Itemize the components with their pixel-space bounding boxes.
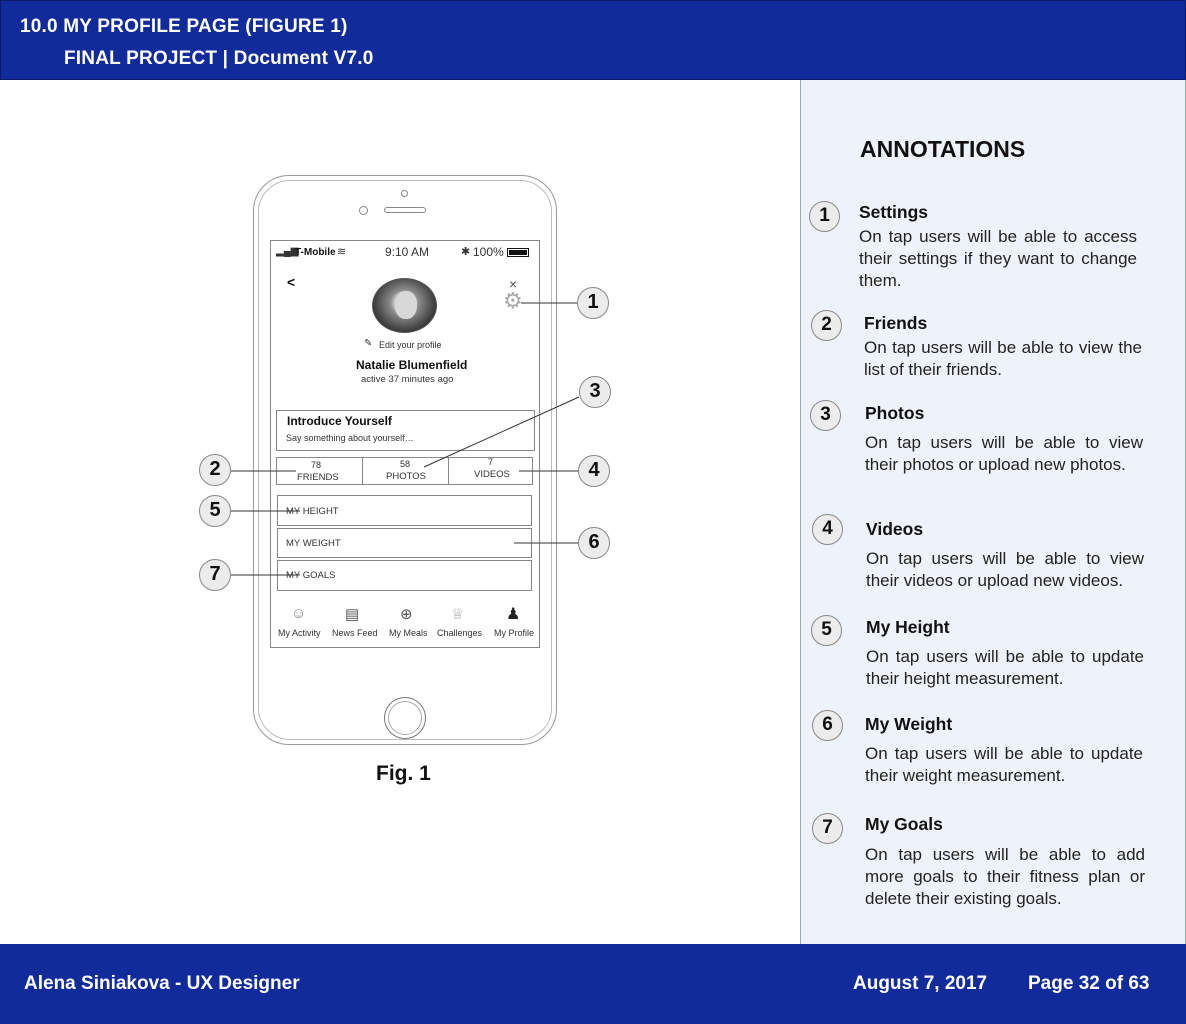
annotation-number-1: 1 xyxy=(809,201,840,232)
annotation-body: On tap users will be able to view their videos or upload new videos. xyxy=(866,549,1144,590)
back-button[interactable]: < xyxy=(287,274,296,290)
annotation-body: On tap users will be able to update their height measurement. xyxy=(866,647,1144,688)
videos-label: VIDEOS xyxy=(474,469,510,480)
callout-5: 5 xyxy=(199,495,231,527)
annotation-body: On tap users will be able to view the list of their friends. xyxy=(864,338,1142,379)
my-weight-label: MY WEIGHT xyxy=(286,538,341,549)
annotation-videos xyxy=(866,519,1144,592)
profile-name: Natalie Blumenfield xyxy=(356,358,468,372)
annotation-number-7: 7 xyxy=(812,813,843,844)
edit-profile-link[interactable]: Edit your profile xyxy=(379,340,442,350)
my-goals-label: MY GOALS xyxy=(286,570,336,581)
annotation-title: Videos xyxy=(866,519,924,539)
annotation-number-2: 2 xyxy=(811,310,842,341)
callout-1: 1 xyxy=(577,287,609,319)
header-title: 10.0 MY PROFILE PAGE (FIGURE 1) xyxy=(20,16,348,37)
callout-7: 7 xyxy=(199,559,231,591)
annotation-body: On tap users will be able to access their settings if they want to change them. xyxy=(859,227,1137,290)
tab-my-meals[interactable]: My Meals xyxy=(389,628,428,638)
gear-icon[interactable]: ⚙ xyxy=(503,288,523,313)
annotation-photos xyxy=(865,403,1143,476)
tab-news-feed[interactable]: News Feed xyxy=(332,628,378,638)
my-height-label: MY HEIGHT xyxy=(286,506,339,517)
active-status: active 37 minutes ago xyxy=(361,374,454,385)
challenges-icon[interactable]: ♕ xyxy=(451,606,465,623)
annotations-title: ANNOTATIONS xyxy=(860,136,1026,162)
annotation-friends xyxy=(864,313,1142,381)
annotation-body: On tap users will be able to add more goals to their fitness plan or delete their existing goals. xyxy=(865,845,1145,908)
annotation-number-6: 6 xyxy=(812,710,843,741)
my-profile-icon[interactable]: ♟ xyxy=(506,606,521,623)
annotation-title: My Weight xyxy=(865,714,953,734)
videos-count: 7 xyxy=(488,457,494,467)
figure-caption: Fig. 1 xyxy=(376,762,431,785)
leader-line-3 xyxy=(424,397,579,467)
tab-challenges[interactable]: Challenges xyxy=(437,628,483,638)
annotation-my-weight xyxy=(865,714,1143,787)
annotation-title: My Goals xyxy=(865,814,943,834)
activity-icon[interactable]: ☺ xyxy=(291,605,307,622)
header-subtitle: FINAL PROJECT | Document V7.0 xyxy=(64,48,374,69)
meals-icon[interactable]: ⊕ xyxy=(400,606,413,623)
annotation-title: Friends xyxy=(864,313,928,333)
annotation-body: On tap users will be able to view their photos or upload new photos. xyxy=(865,433,1143,474)
annotation-number-4: 4 xyxy=(812,514,843,545)
photos-label: PHOTOS xyxy=(386,471,426,482)
callout-3: 3 xyxy=(579,376,611,408)
annotation-body: On tap users will be able to update their weight measurement. xyxy=(865,744,1143,785)
annotation-title: Photos xyxy=(865,403,925,423)
friends-label: FRIENDS xyxy=(297,472,339,483)
annotation-title: Settings xyxy=(859,202,929,222)
tab-my-profile[interactable]: My Profile xyxy=(494,628,535,638)
edit-icon: ✎ xyxy=(364,338,373,349)
close-button[interactable]: × xyxy=(509,276,518,292)
annotation-my-height xyxy=(866,617,1144,690)
tab-my-activity[interactable]: My Activity xyxy=(278,628,321,638)
battery-label: 100% xyxy=(473,245,504,259)
intro-placeholder: Say something about yourself… xyxy=(286,433,414,443)
annotation-settings xyxy=(859,202,1137,292)
annotation-number-5: 5 xyxy=(811,615,842,646)
bluetooth-icon: ✱ xyxy=(461,246,471,258)
callout-6: 6 xyxy=(578,527,610,559)
footer-author: Alena Siniakova - UX Designer xyxy=(24,973,300,994)
carrier-label: T-Mobile xyxy=(295,247,336,258)
wifi-icon: ≋ xyxy=(337,246,347,258)
status-time: 9:10 AM xyxy=(385,245,430,259)
callout-2: 2 xyxy=(199,454,231,486)
signal-icon: ▂▄▆ xyxy=(276,246,299,257)
annotation-title: My Height xyxy=(866,617,950,637)
page-footer xyxy=(0,944,1186,1024)
callout-4: 4 xyxy=(578,455,610,487)
news-feed-icon[interactable]: ▤ xyxy=(345,606,360,623)
intro-title: Introduce Yourself xyxy=(287,414,392,428)
footer-date: August 7, 2017 xyxy=(853,973,988,994)
footer-page-number: Page 32 of 63 xyxy=(1028,973,1150,994)
photos-count: 58 xyxy=(400,459,411,469)
annotation-my-goals xyxy=(865,814,1145,910)
annotations-panel xyxy=(800,80,1186,944)
annotation-number-3: 3 xyxy=(810,400,841,431)
friends-count: 78 xyxy=(311,460,322,470)
